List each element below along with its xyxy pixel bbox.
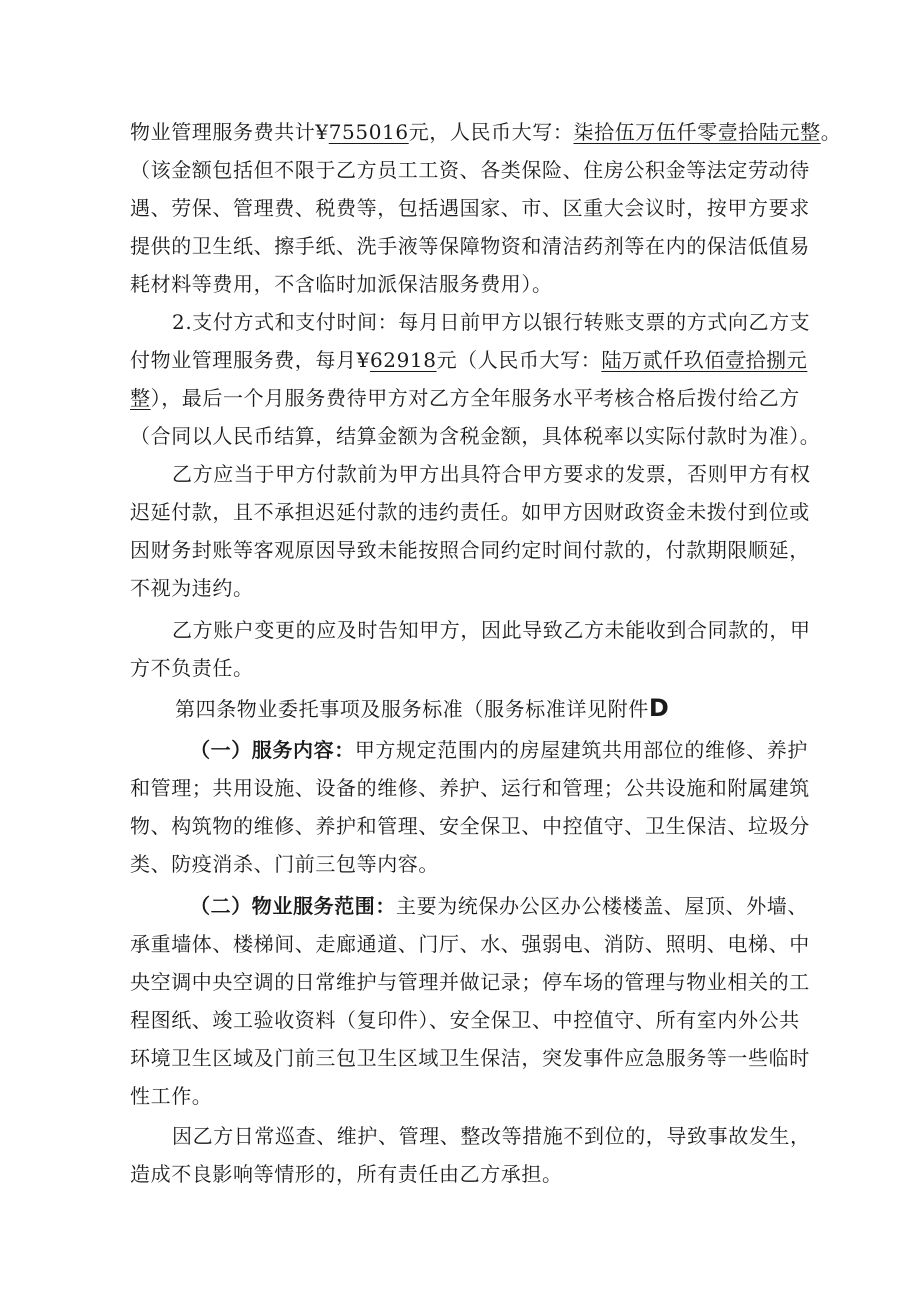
scope-line-5: 环境卫生区域及门前三包卫生区域卫生保洁，突发事件应急服务等一些临时: [130, 1046, 810, 1070]
fee-total-capitals: 柒拾伍万伍仟零壹拾陆元整: [573, 120, 821, 144]
invoice-line-2: 迟延付款，且不承担迟延付款的违约责任。如甲方因财政资金未拨付到位或: [130, 500, 810, 524]
service-scope-label: （二）物业服务范围：: [190, 894, 396, 918]
invoice-line-4: 不视为违约。: [130, 576, 254, 600]
payment-line-2: [130, 346, 807, 374]
fee-line-4: 提供的卫生纸、擦手纸、洗手液等保障物资和清洁药剂等在内的保洁低值易: [130, 234, 810, 258]
monthly-amount: 62918: [369, 348, 437, 372]
payment-line-3: [130, 384, 800, 412]
scope-line-1: [190, 892, 808, 920]
scope-line-6: 性工作。: [130, 1084, 213, 1108]
service-scope-text: 主要为统保办公区办公楼楼盖、屋顶、外墙、: [396, 894, 808, 918]
content-line-4: 类、防疫消杀、门前三包等内容。: [130, 852, 439, 876]
scope-line-3: 央空调中央空调的日常维护与管理并做记录；停车场的管理与物业相关的工: [130, 970, 810, 994]
payment-text: 元（人民币大写：: [436, 348, 602, 372]
fee-total-amount: 755016: [328, 120, 409, 144]
account-line-2: 方不负责任。: [130, 656, 254, 680]
service-content-text: 甲方规定范围内的房屋建筑共用部位的维修、养护: [354, 738, 809, 762]
liability-line-2: 造成不良影响等情形的，所有责任由乙方承担。: [130, 1162, 563, 1186]
scope-line-2: 承重墙体、楼梯间、走廊通道、门厅、水、强弱电、消防、照明、电梯、中: [130, 932, 810, 956]
scope-line-4: 程图纸、竣工验收资料（复印件）、安全保卫、中控值守、所有室内外公共: [130, 1008, 800, 1032]
article-4-heading-end: D: [648, 694, 669, 722]
payment-line-1: 2.支付方式和支付时间：每月日前甲方以银行转账支票的方式向乙方支: [172, 310, 811, 334]
fee-text: 元，人民币大写：: [408, 120, 574, 144]
fee-text: 。: [820, 120, 842, 144]
fee-line-5: 耗材料等费用，不含临时加派保洁服务费用）。: [130, 272, 553, 296]
payment-text: ），最后一个月服务费待甲方对乙方全年服务水平考核合格后拨付给乙方: [150, 386, 800, 410]
monthly-capitals: 陆万贰仟玖佰壹拾捌元: [601, 348, 808, 372]
fee-line-1: [130, 118, 841, 146]
fee-text: 物业管理服务费共计¥: [130, 120, 329, 144]
monthly-capitals-end: 整: [130, 386, 151, 410]
content-line-2: 和管理；共用设施、设备的维修、养护、运行和管理；公共设施和附属建筑: [130, 776, 810, 800]
content-line-3: 物、构筑物的维修、养护和管理、安全保卫、中控值守、卫生保洁、垃圾分: [130, 814, 810, 838]
service-content-label: （一）服务内容：: [190, 738, 355, 762]
account-line-1: 乙方账户变更的应及时告知甲方，因此导致乙方未能收到合同款的，甲: [172, 618, 811, 642]
article-4-heading: [175, 694, 669, 723]
fee-line-3: 遇、劳保、管理费、税费等，包括遇国家、市、区重大会议时，按甲方要求: [130, 196, 810, 220]
payment-line-4: （合同以人民币结算，结算金额为含税金额，具体税率以实际付款时为准）。: [130, 424, 821, 448]
invoice-line-3: 因财务封账等客观原因导致未能按照合同约定时间付款的，付款期限顺延，: [130, 538, 810, 562]
fee-line-2: （该金额包括但不限于乙方员工工资、各类保险、住房公积金等法定劳动待: [130, 158, 810, 182]
payment-text: 付物业管理服务费，每月¥: [130, 348, 370, 372]
article-4-heading-text: 第四条物业委托事项及服务标准（服务标准详见附件: [175, 697, 649, 721]
liability-line-1: 因乙方日常巡查、维护、管理、整改等措施不到位的，导致事故发生，: [172, 1124, 811, 1148]
invoice-line-1: 乙方应当于甲方付款前为甲方出具符合甲方要求的发票，否则甲方有权: [172, 462, 811, 486]
content-line-1: [190, 736, 808, 764]
